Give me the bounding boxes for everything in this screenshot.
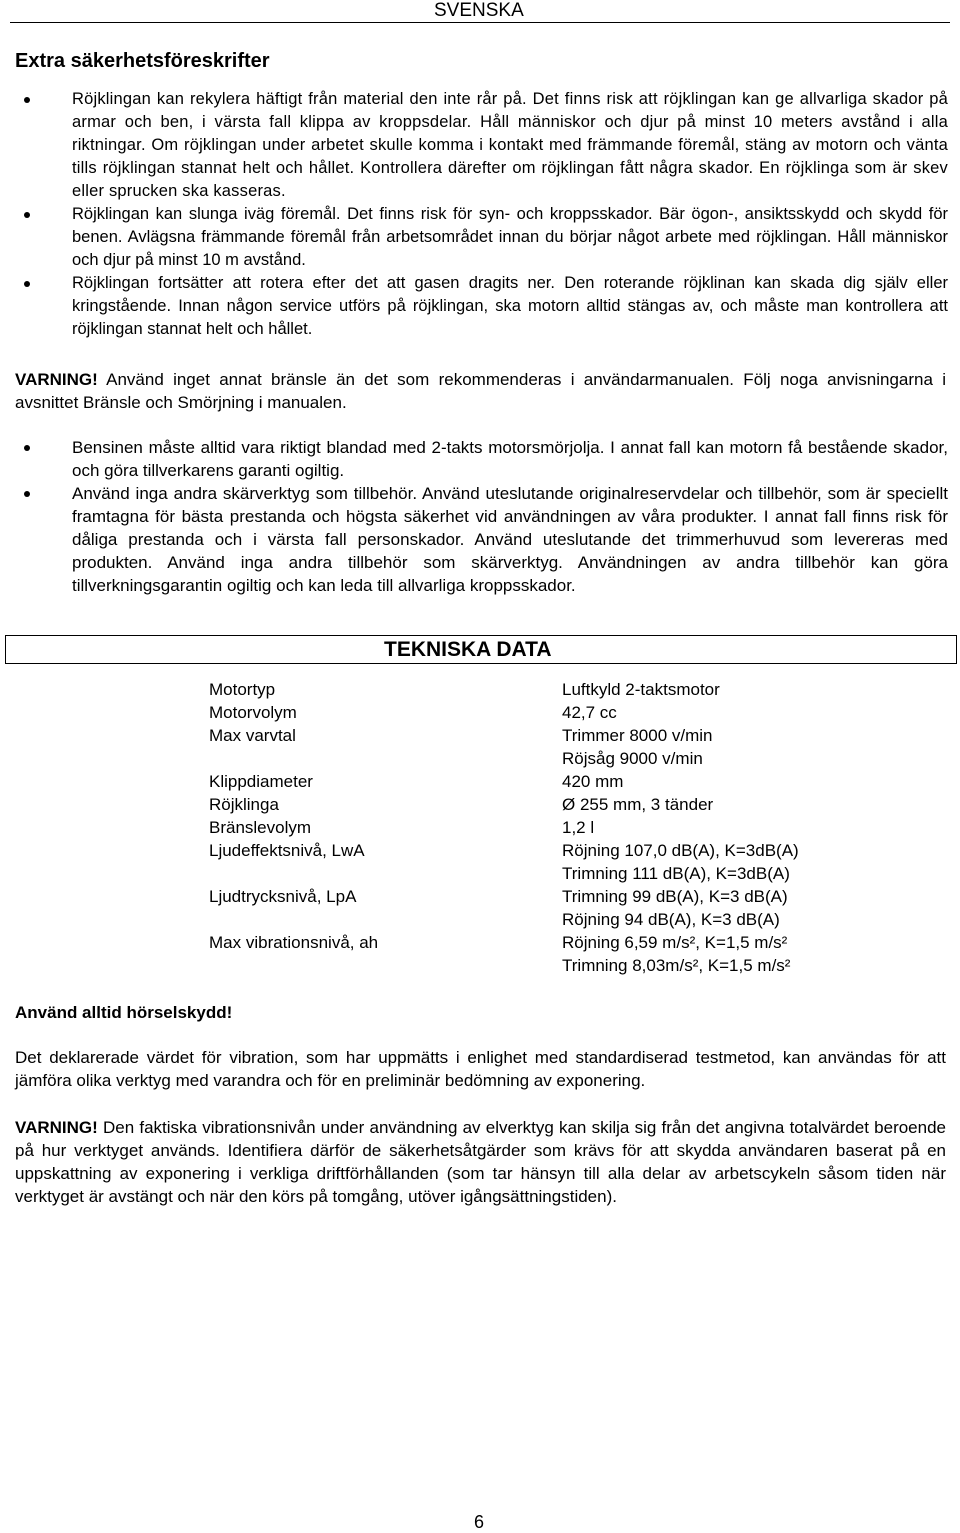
spec-value: Röjning 6,59 m/s², K=1,5 m/s² bbox=[562, 933, 788, 952]
spec-value: Trimning 99 dB(A), K=3 dB(A) bbox=[562, 887, 788, 906]
spec-row bbox=[0, 954, 960, 977]
spec-row bbox=[0, 793, 960, 816]
language-header: SVENSKA bbox=[434, 0, 524, 21]
spec-row bbox=[0, 931, 960, 954]
spec-value: Trimmer 8000 v/min bbox=[562, 726, 713, 745]
spec-row bbox=[0, 885, 960, 908]
vibration-warning-text: Den faktiska vibrationsnivån under användning av elverktyg kan skilja sig från det angivna totalvärdet beroende på hur verktyget används. Identifiera därför de säkerhetsåtgärder som krävs för att skydda användaren baserat på en uppskattning av exponering i verkliga driftförhållanden (som tar hänsyn till alla delar av arbetscykeln såsom tiden när verktyget är avstängt och när den körs på tomgång, utöver igångsättningstiden). bbox=[15, 1118, 946, 1206]
tech-data-title: TEKNISKA DATA bbox=[384, 638, 552, 661]
spec-row bbox=[0, 770, 960, 793]
fuel-warning bbox=[15, 368, 946, 414]
spec-label: Ljudeffektsnivå, LwA bbox=[209, 841, 365, 860]
section-title: Extra säkerhetsföreskrifter bbox=[15, 50, 270, 72]
spec-row bbox=[0, 724, 960, 747]
safety-bullet-2: Röjklingan kan slunga iväg föremål. Det finns risk för syn- och kroppsskador. Bär ögon-, ansiktsskydd och skydd för benen. Avlägsna främmande föremål från arbetsområdet innan du börjar något arbete med röjklingan. Håll människor och djur på minst 10 m avstånd. bbox=[72, 203, 948, 272]
spec-label: Motortyp bbox=[209, 680, 276, 699]
fuel-warning-text: Använd inget annat bränsle än det som rekommenderas i användarmanualen. Följ noga anvisningarna i avsnittet Bränsle och Smörjning i manualen. bbox=[15, 370, 946, 412]
spec-label: Max vibrationsnivå, ah bbox=[209, 933, 379, 952]
spec-label: Röjklinga bbox=[209, 795, 279, 814]
safety-bullet-1: Röjklingan kan rekylera häftigt från material den inte rår på. Det finns risk att röjklingan kan ge allvarliga skador på armar och ben, i värsta fall klippa av kroppsdelar. Håll människor och djur på minst 10 meters avstånd i alla riktningar. Om röjklingan under arbetet skulle komma i kontakt med främmande föremål, stäng av motorn och vänta tills röjklingan stannat helt och hållet. Kontrollera därefter om röjklingan fått några skador. En röjklinga som är skev eller sprucken ska kasseras. bbox=[72, 88, 948, 203]
spec-value: Ø 255 mm, 3 tänder bbox=[562, 795, 714, 814]
fuel-warning-label: VARNING! bbox=[15, 370, 98, 389]
hearing-protection-note: Använd alltid hörselskydd! bbox=[15, 1003, 233, 1022]
vibration-warning-label: VARNING! bbox=[15, 1118, 98, 1137]
spec-row bbox=[0, 678, 960, 701]
spec-value: Röjsåg 9000 v/min bbox=[562, 749, 703, 768]
spec-value: 42,7 cc bbox=[562, 703, 617, 722]
fuel-bullet-1: Bensinen måste alltid vara riktigt blandad med 2-takts motorsmörjolja. I annat fall kan motorn få bestående skador, och göra tillverkarens garanti ogiltig. bbox=[72, 438, 948, 480]
spec-value: 420 mm bbox=[562, 772, 624, 791]
safety-bullet-list bbox=[72, 88, 948, 341]
spec-row bbox=[0, 908, 960, 931]
fuel-bullet-list bbox=[72, 436, 948, 597]
spec-value: Röjning 107,0 dB(A), K=3dB(A) bbox=[562, 841, 799, 860]
spec-label: Ljudtrycksnivå, LpA bbox=[209, 887, 357, 906]
spec-label: Bränslevolym bbox=[209, 818, 312, 837]
fuel-bullet-2: Använd inga andra skärverktyg som tillbehör. Använd uteslutande originalreservdelar och tillbehör, som är speciellt framtagna för bästa prestanda och högsta säkerhet vid användningen av våra produkter. I annat fall finns risk för dåliga prestanda och i värsta fall personskador. Använd uteslutande det trimmerhuvud som levereras med produkten. Använd inga andra tillbehör som skärverktyg. Användningen av andra tillbehör kan göra tillverkningsgarantin ogiltig och kan leda till allvarliga kroppsskador. bbox=[72, 484, 948, 595]
spec-label: Klippdiameter bbox=[209, 772, 313, 791]
header-rule bbox=[10, 22, 950, 23]
spec-value: Röjning 94 dB(A), K=3 dB(A) bbox=[562, 910, 780, 929]
vibration-declaration: Det deklarerade värdet för vibration, som har uppmätts i enlighet med standardiserad testmetod, kan användas för att jämföra olika verktyg med varandra och för en preliminär bedömning av exponering. bbox=[15, 1048, 946, 1090]
spec-value: 1,2 l bbox=[562, 818, 595, 837]
spec-value: Trimning 111 dB(A), K=3dB(A) bbox=[562, 864, 790, 883]
spec-value: Luftkyld 2-taktsmotor bbox=[562, 680, 720, 699]
vibration-warning bbox=[15, 1116, 946, 1208]
page-number: 6 bbox=[474, 1512, 485, 1532]
spec-row bbox=[0, 701, 960, 724]
spec-row bbox=[0, 839, 960, 862]
spec-row bbox=[0, 816, 960, 839]
spec-label: Max varvtal bbox=[209, 726, 296, 745]
spec-row bbox=[0, 862, 960, 885]
safety-bullet-3: Röjklingan fortsätter att rotera efter det att gasen dragits ner. Den roterande röjklinan kan skada dig själv eller kringstående. Innan någon service utförs på röjklingan, ska motorn alltid stängas av, och måste man kontrollera att röjklingan stannat helt och hållet. bbox=[72, 272, 948, 341]
spec-row bbox=[0, 747, 960, 770]
spec-value: Trimning 8,03m/s², K=1,5 m/s² bbox=[562, 956, 791, 975]
spec-label: Motorvolym bbox=[209, 703, 297, 722]
